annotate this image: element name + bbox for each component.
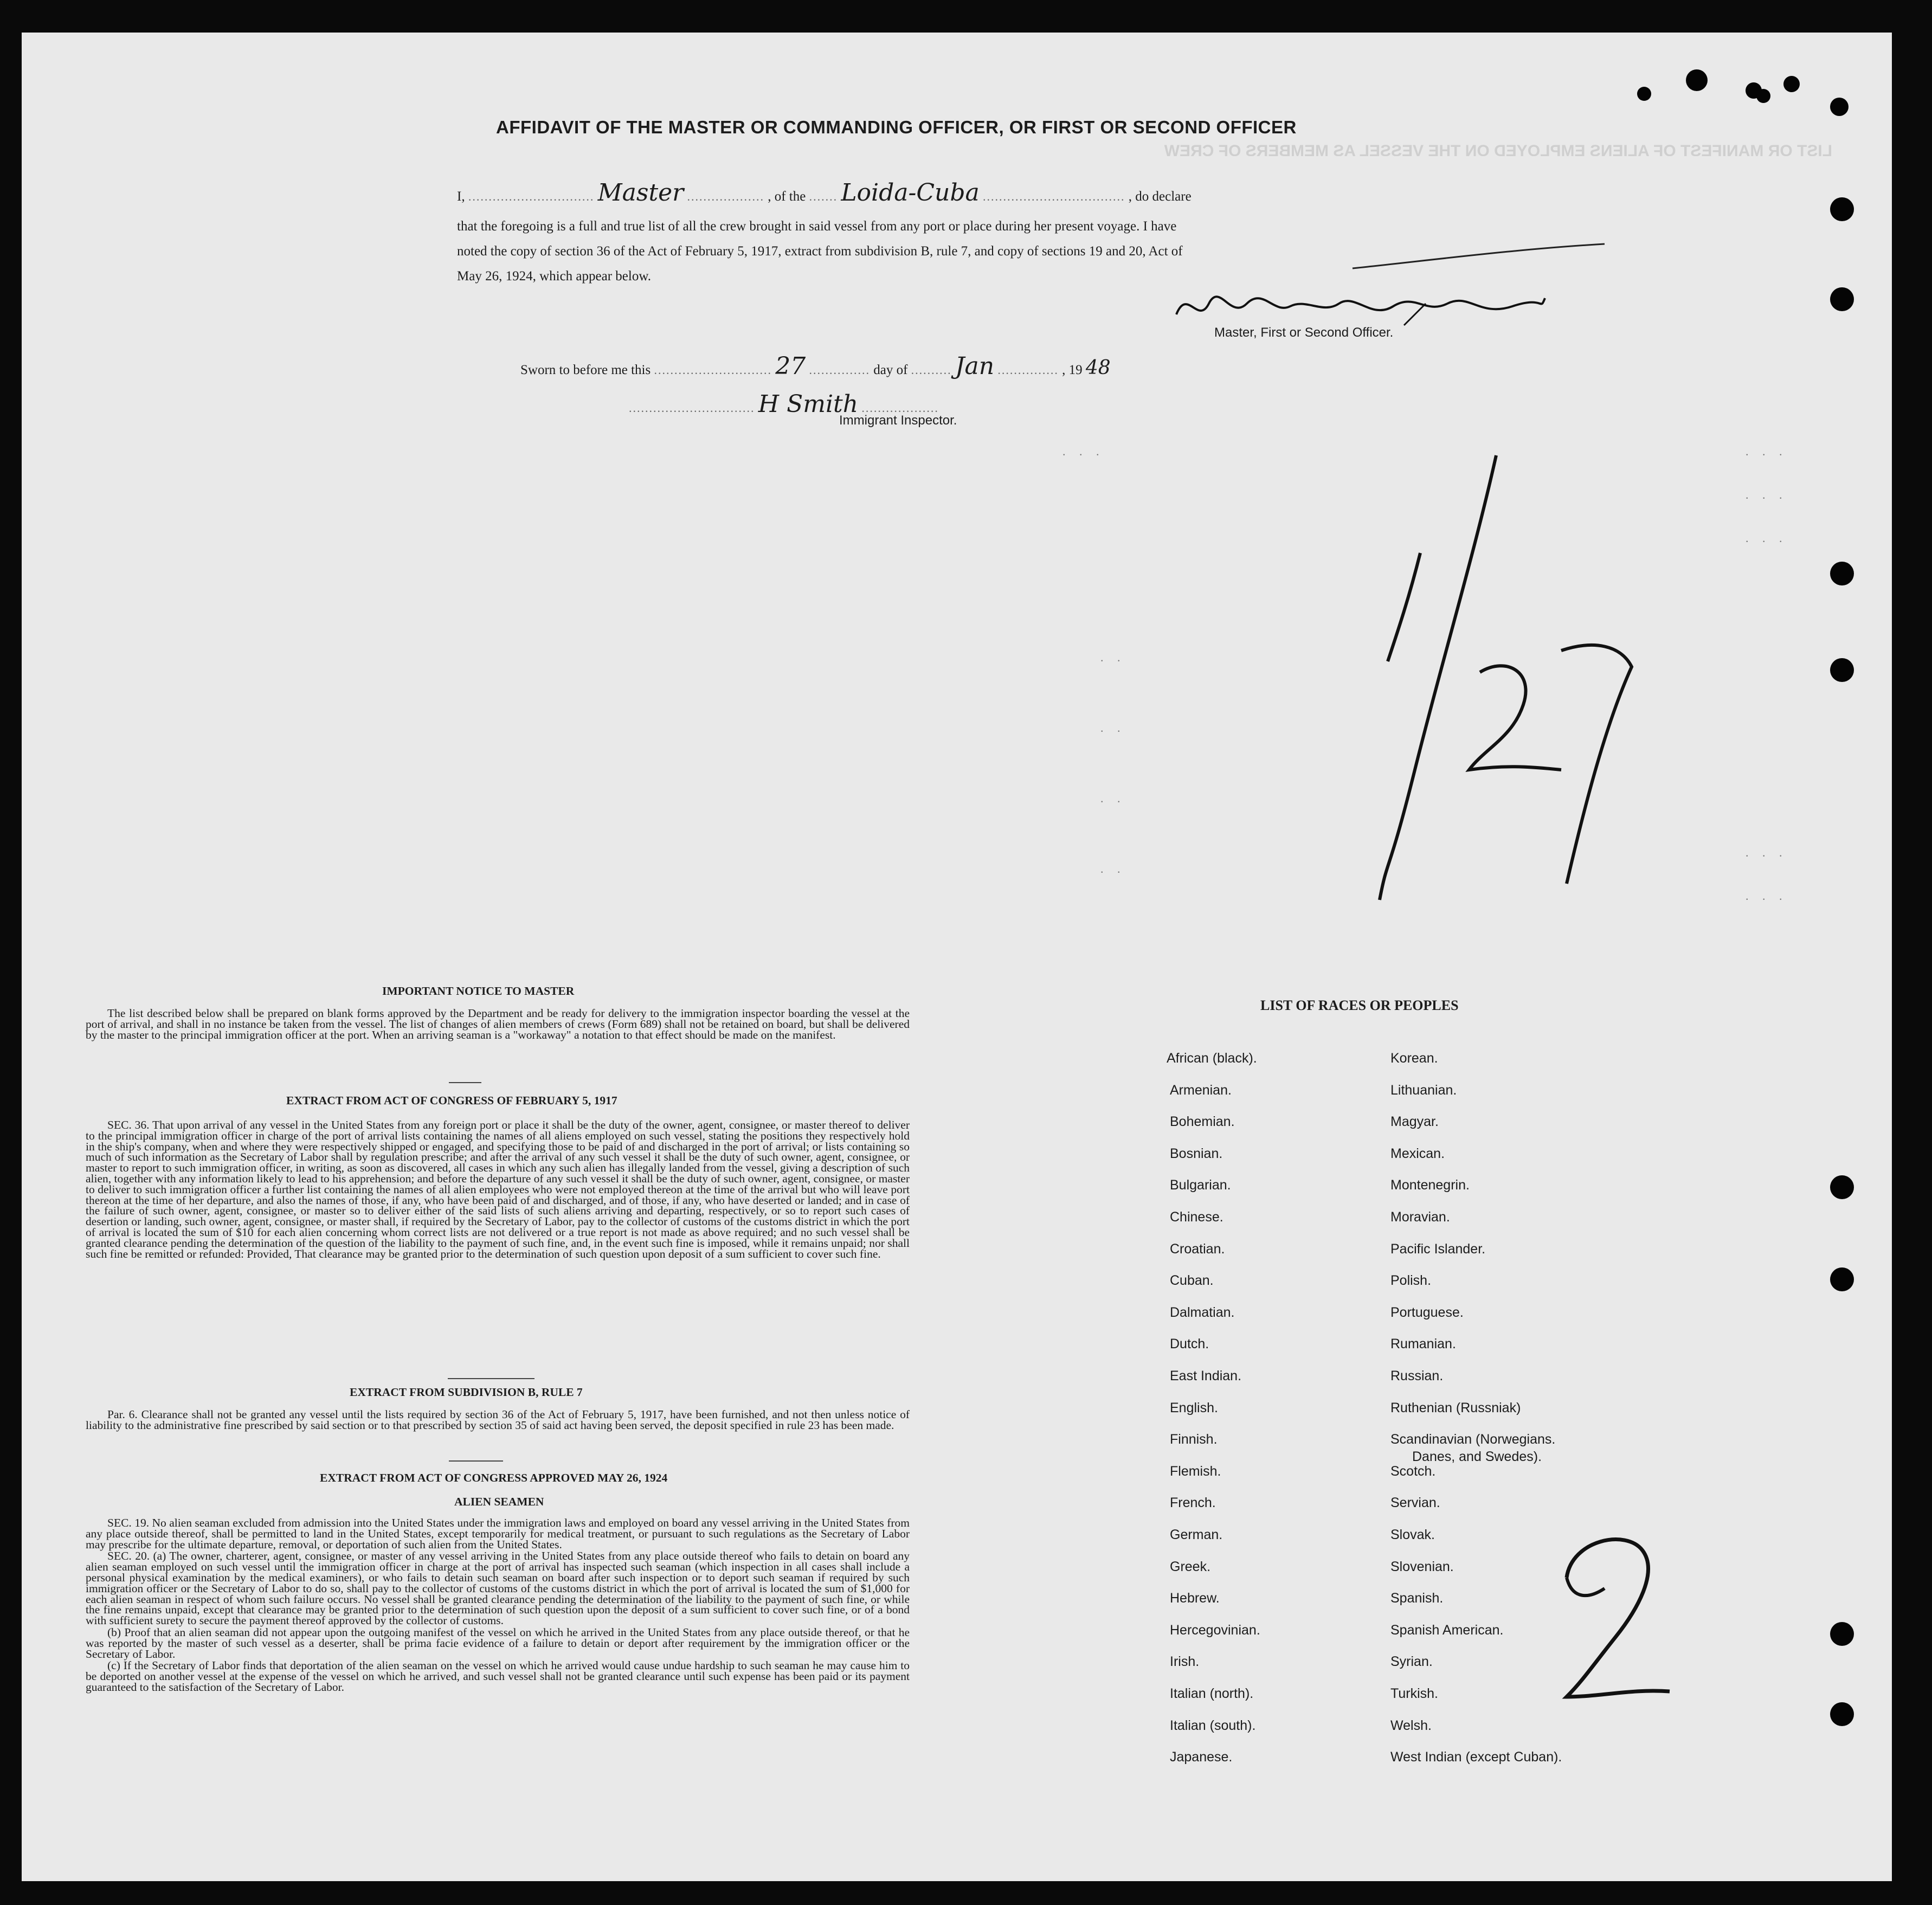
race-item: French.: [1170, 1495, 1216, 1511]
race-item: Lithuanian.: [1390, 1082, 1457, 1098]
race-item: Servian.: [1390, 1495, 1440, 1511]
races-title: LIST OF RACES OR PEOPLES: [1260, 997, 1459, 1013]
alien-seamen-heading: ALIEN SEAMEN: [454, 1495, 544, 1508]
divider: [449, 1082, 481, 1083]
race-item: East Indian.: [1170, 1368, 1242, 1383]
race-item: Danes, and Swedes).: [1412, 1449, 1542, 1465]
rule7-paragraph: Par. 6. Clearance shall not be granted any vessel until the lists required by section 36 of the Act of February 5, 1917, have been furnished, and not then unless notice of liability to the administrative fine prescribed by said section or to that prescribed by section 35 of said act having been served, the deposit specified in rule 23 has been made.: [86, 1408, 910, 1432]
dot-column: . .: [1100, 791, 1126, 805]
race-item: Flemish.: [1170, 1463, 1221, 1479]
race-item: Mexican.: [1390, 1145, 1445, 1161]
punch-hole: [1830, 197, 1854, 221]
sec20c-paragraph: (c) If the Secretary of Labor finds that deportation of the alien seaman on the vessel on which he arrived would cause undue hardship to such seaman he may cause him to be deported on another vessel at the expense of the vessel on which he arrived, and such vessel shall not be granted clearance until such expense has been paid or its payment guaranteed to the satisfaction of the Secretary of Labor.: [86, 1659, 910, 1694]
declaration-line-2: that the foregoing is a full and true list of all the crew brought in said vessel from any port or place during her present voyage. I have: [457, 219, 1177, 234]
punch-hole: [1830, 98, 1849, 116]
race-item: Syrian.: [1390, 1654, 1433, 1670]
race-item: Pacific Islander.: [1390, 1241, 1486, 1257]
dot-column: . . .: [1062, 445, 1105, 458]
race-item: Welsh.: [1390, 1717, 1432, 1733]
race-item: Hercegovinian.: [1170, 1622, 1260, 1638]
extract-1917-paragraph: SEC. 36. That upon arrival of any vessel in the United States from any foreign port or place it shall be the duty of the owner, agent, consignee, or master thereof to deliver to the principal immigration officer in charge of the port of arrival lists containing the names of all aliens employed on such vessel, stating the positions they respectively hold in the ship's company, when and where they were respectively shipped or engaged, and specifying those to be paid of and discharged in the port of arrival; or lists containing so much of such information as the Secretary of Labor shall by regulation prescribe; and after the arrival of any such vessel it shall be the duty of such owner, agent, consignee, or master to report to such immigration officer, in writing, as soon as discovered, all cases in which any such alien has illegally landed from the vessel, giving a description of such alien, together with any information likely to lead to his apprehension; and before the departure of any such vessel it shall be the duty of such owner, agent, consignee, or master to deliver to such immigration officer a further list containing the names of all alien employees who were not employed thereon at the time of the arrival but who will leave port thereon at the time of her departure, and also the names of those, if any, who have been paid of and discharged, and of those, if any, who have deserted or landed; and in case of the failure of such owner, agent, consignee, or master so to deliver either of the said lists of such aliens arriving and departing, respectively, or so to report such cases of desertion or landing, such owner, agent, consignee, or master shall, if required by the Secretary of Labor, pay to the collector of customs of the customs district in which the port of arrival is located the sum of $10 for each alien concerning whom correct lists are not delivered or a true report is not made as above required; and no such vessel shall be granted clearance pending the determination of the question of the liability to the payment of such fine, and, in the event such fine is imposed, while it remains unpaid; nor shall such fine be remitted or refunded: Provided, That clearance may be granted prior to the determination of such question upon deposit of a sum sufficient to cover such fine.: [86, 1118, 910, 1260]
bleed-through-text: LIST OR MANIFEST OF ALIENS EMPLOYED ON THE VESSEL AS MEMBERS OF CREW: [1164, 142, 1832, 156]
extract-1924-heading: EXTRACT FROM ACT OF CONGRESS APPROVED MAY 26, 1924: [320, 1471, 668, 1484]
affidavit-title: AFFIDAVIT OF THE MASTER OR COMMANDING OFFICER, OR FIRST OR SECOND OFFICER: [496, 117, 1297, 137]
race-item: Korean.: [1390, 1051, 1438, 1066]
race-item: Turkish.: [1390, 1686, 1438, 1701]
extract-1917-heading: EXTRACT FROM ACT OF CONGRESS OF FEBRUARY 5, 1917: [286, 1094, 617, 1107]
punch-hole: [1830, 1175, 1854, 1199]
punch-hole: [1830, 1702, 1854, 1726]
race-item: Hebrew.: [1170, 1591, 1220, 1606]
race-item: Scandinavian (Norwegians.: [1390, 1432, 1556, 1447]
pen-stroke: [1350, 239, 1610, 271]
dot-column: . .: [1100, 651, 1126, 664]
race-item: Japanese.: [1170, 1749, 1233, 1765]
notice-paragraph: The list described below shall be prepared on blank forms approved by the Department and be ready for delivery to the immigration inspector boarding the vessel at the port of arrival, and shall in no instance be taken from the vessel. The list of changes of alien members of crews (Form 689) shall not be retained on board, but shall be delivered by the master to the principal immigration officer at the port. When an arriving seaman is a "workaway" a notation to that effect should be made on the manifest.: [86, 1007, 910, 1041]
master-signature: [1165, 282, 1556, 331]
inspector-signature: H Smith: [758, 390, 859, 418]
punch-hole: [1756, 89, 1770, 103]
declaration-line-1: [457, 179, 1192, 207]
sworn-month-handwritten: Jan: [955, 352, 995, 380]
race-item: German.: [1170, 1527, 1223, 1542]
inspector-label: Immigrant Inspector.: [839, 413, 957, 428]
race-item: Ruthenian (Russniak): [1390, 1400, 1521, 1415]
race-item: Cuban.: [1170, 1273, 1214, 1289]
sec20a-paragraph: SEC. 20. (a) The owner, charterer, agent, consignee, or master of any vessel arriving in the United States from any place outside thereof who fails to detain on board any alien seaman employed on such vessel until the immigration officer in charge at the port of arrival has inspected such seaman (which inspection in all cases shall include a personal physical examination by the medical examiners), or who fails to detain such seaman on board after such inspection or to deport such seaman if required by such immigration officer or the Secretary of Labor to do so, shall pay to the collector of customs of the customs district in which the port of arrival is located the sum of $1,000 for each alien seaman in respect of whom such failure occurs. No vessel shall be granted clearance pending the determination of the liability to the payment of such fine, or while the fine remains unpaid, except that clearance may be granted prior to the determination of such question upon the deposit of a sum sufficient to cover such fine, or of a bond with sufficient surety to secure the payment thereof approved by the collector of customs.: [86, 1549, 910, 1627]
dotted-leader: .............................: [654, 363, 772, 377]
dot-column: . .: [1100, 721, 1126, 735]
race-item: Russian.: [1390, 1368, 1444, 1383]
day-of-label: day of: [873, 363, 908, 377]
race-item: Italian (north).: [1170, 1686, 1254, 1701]
race-item: African (black).: [1167, 1051, 1257, 1066]
dot-column: . . .: [1746, 846, 1788, 859]
race-item: Bosnian.: [1170, 1145, 1223, 1161]
race-item: Spanish.: [1390, 1591, 1444, 1606]
punch-hole: [1686, 69, 1708, 91]
race-item: Dutch.: [1170, 1336, 1209, 1352]
dot-column: . . .: [1746, 889, 1788, 903]
master-handwritten: Master: [597, 179, 684, 207]
race-item: Rumanian.: [1390, 1336, 1456, 1352]
race-item: Spanish American.: [1390, 1622, 1504, 1638]
race-item: English.: [1170, 1400, 1218, 1415]
extract-1917-text: [86, 1120, 910, 1260]
big-number-annotation: [1550, 1518, 1680, 1713]
dot-column: . . .: [1746, 531, 1788, 545]
dotted-leader: ...............: [809, 363, 870, 377]
sec19-paragraph: SEC. 19. No alien seaman excluded from admission into the United States under the immigration laws and employed on board any vessel arriving in the United States from any place outside thereof, shall be permitted to land in the United States, except temporarily for medical treatment, or pursuant to such regulations as the Secretary of Labor may prescribe for the ultimate departure, removal, or deportation of such alien from the United States.: [86, 1516, 910, 1551]
race-item: West Indian (except Cuban).: [1390, 1749, 1562, 1765]
dotted-leader: ...............................: [468, 190, 595, 203]
vessel-handwritten: Loida-Cuba: [841, 179, 980, 207]
punch-hole: [1637, 87, 1651, 101]
race-item: Dalmatian.: [1170, 1304, 1235, 1320]
race-item: Greek.: [1170, 1559, 1211, 1574]
rule7-text: [86, 1410, 910, 1432]
notice-text: [86, 1008, 910, 1041]
punch-hole: [1830, 562, 1854, 585]
declare-suffix: , do declare: [1128, 189, 1192, 204]
year-prefix: , 19: [1062, 363, 1083, 377]
dotted-leader: ...................: [687, 190, 764, 203]
race-item: Moravian.: [1390, 1209, 1450, 1225]
dot-column: . . .: [1746, 445, 1788, 458]
of-the-label: , of the: [768, 189, 806, 204]
dotted-leader: ...............................: [629, 401, 755, 415]
race-item: Irish.: [1170, 1654, 1200, 1670]
race-item: Croatian.: [1170, 1241, 1225, 1257]
dot-column: . .: [1100, 862, 1126, 876]
dotted-leader: ..........: [911, 363, 952, 377]
signature-label: Master, First or Second Officer.: [1214, 325, 1394, 340]
punch-hole: [1830, 1267, 1854, 1291]
year-handwritten: 48: [1085, 357, 1111, 379]
notice-heading: IMPORTANT NOTICE TO MASTER: [382, 984, 575, 997]
dotted-leader: ...................: [861, 401, 939, 415]
declaration-line-4: May 26, 1924, which appear below.: [457, 269, 652, 284]
punch-hole: [1830, 1622, 1854, 1646]
sworn-line: [520, 352, 1111, 380]
sec20b-paragraph: (b) Proof that an alien seaman did not appear upon the outgoing manifest of the vessel on which he arrived in the United States from any place outside thereof, or that he was reported by the master of such vessel as a deserter, shall be prima facie evidence of a failure to detain or deport after requirement by the immigration officer or the Secretary of Labor.: [86, 1625, 910, 1661]
race-item: Italian (south).: [1170, 1717, 1256, 1733]
dotted-leader: ...................................: [983, 190, 1125, 203]
punch-hole: [1830, 287, 1854, 311]
race-item: Slovak.: [1390, 1527, 1435, 1542]
dotted-leader: ...............: [997, 363, 1059, 377]
race-item: Finnish.: [1170, 1432, 1218, 1447]
i-prefix: I,: [457, 189, 465, 204]
race-item: Slovenian.: [1390, 1559, 1454, 1574]
race-item: Bohemian.: [1170, 1114, 1235, 1130]
punch-hole: [1830, 658, 1854, 682]
big-date-annotation: [1279, 445, 1659, 932]
race-item: Bulgarian.: [1170, 1177, 1231, 1193]
race-item: Portuguese.: [1390, 1304, 1464, 1320]
race-item: Magyar.: [1390, 1114, 1439, 1130]
divider: [448, 1378, 534, 1379]
race-item: Montenegrin.: [1390, 1177, 1470, 1193]
race-item: Chinese.: [1170, 1209, 1223, 1225]
race-item: Scotch.: [1390, 1463, 1436, 1479]
divider: [449, 1460, 503, 1462]
sworn-day-handwritten: 27: [775, 352, 806, 380]
rule7-heading: EXTRACT FROM SUBDIVISION B, RULE 7: [350, 1386, 583, 1399]
punch-hole: [1783, 76, 1800, 92]
dot-column: . . .: [1746, 488, 1788, 501]
dotted-leader: .......: [809, 190, 838, 203]
declaration-line-3: noted the copy of section 36 of the Act of February 5, 1917, extract from subdivision B, rule 7, and copy of sections 19 and 20, Act of: [457, 244, 1183, 259]
extract-1924-text: [86, 1518, 910, 1694]
sworn-label: Sworn to before me this: [520, 363, 651, 377]
race-item: Armenian.: [1170, 1082, 1232, 1098]
race-item: Polish.: [1390, 1273, 1432, 1289]
